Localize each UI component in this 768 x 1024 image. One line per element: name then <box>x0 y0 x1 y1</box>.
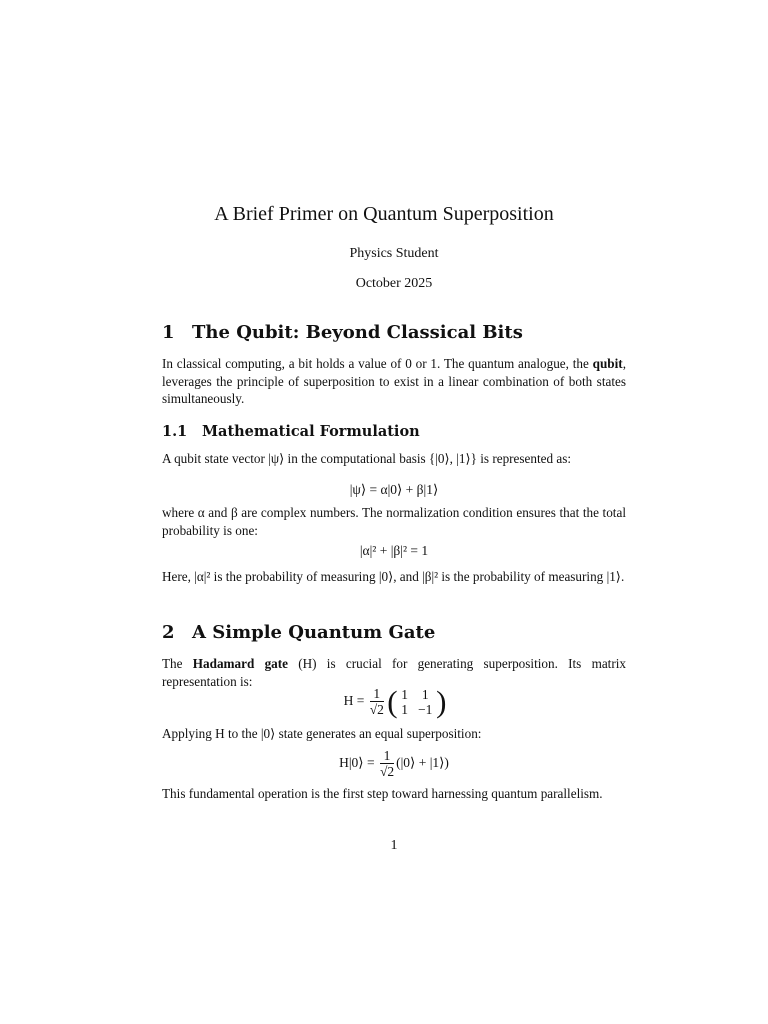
matrix-cell: 1 <box>401 702 409 717</box>
fraction <box>380 748 394 780</box>
subsection-title: Mathematical Formulation <box>202 423 420 440</box>
paper-date: October 2025 <box>355 276 433 291</box>
fraction-numerator: 1 <box>380 748 394 764</box>
section-number: 1 <box>162 322 175 343</box>
right-paren: ) <box>436 684 447 719</box>
author-name: Physics Student <box>349 246 439 261</box>
matrix-cell: 1 <box>421 687 429 702</box>
text-run: , leverages the principle of superposition to exist in a linear combination of both states simultaneously. <box>162 356 626 406</box>
fraction-numerator: 1 <box>370 686 384 702</box>
subsection-paragraph-3: Here, |α|² is the probability of measuring |0⟩, and |β|² is the probability of measuring |1⟩. <box>162 569 625 584</box>
fraction-denominator: √2 <box>369 702 384 717</box>
subsection-paragraph-2: where α and β are complex numbers. The normalization condition ensures that the total probability is one: <box>162 505 626 538</box>
equation-hadamard-on-zero <box>162 748 626 780</box>
bold-term-hadamard: Hadamard gate <box>192 656 288 671</box>
paper-title: A Brief Primer on Quantum Superposition <box>214 203 554 225</box>
left-paren: ( <box>387 684 398 719</box>
hadamard-matrix <box>387 684 447 719</box>
section-number: 2 <box>162 622 175 643</box>
fraction <box>370 686 384 718</box>
section-2-paragraph-2: Applying H to the |0⟩ state generates an equal superposition: <box>162 726 482 741</box>
section-title: A Simple Quantum Gate <box>192 622 436 643</box>
subsection-number: 1.1 <box>162 423 188 440</box>
section-1-heading <box>162 322 626 343</box>
subsection-1-1-heading <box>162 423 626 440</box>
text-run: (H) is crucial for generating superposition. Its matrix representation is: <box>162 656 626 689</box>
equation-rhs: (|0⟩ + |1⟩) <box>396 755 449 771</box>
equation-normalization: |α|² + |β|² = 1 <box>359 543 429 558</box>
page-number: 1 <box>390 838 398 853</box>
equation-hadamard-matrix <box>162 686 626 718</box>
bold-term-qubit: qubit <box>592 356 623 371</box>
text-run: In classical computing, a bit holds a value of 0 or 1. The quantum analogue, the <box>162 356 593 371</box>
section-1-paragraph <box>162 355 626 408</box>
section-2-paragraph-3: This fundamental operation is the first step toward harnessing quantum parallelism. <box>162 786 603 801</box>
section-title: The Qubit: Beyond Classical Bits <box>192 322 523 343</box>
subsection-paragraph-1: A qubit state vector |ψ⟩ in the computational basis {|0⟩, |1⟩} is represented as: <box>162 451 572 466</box>
fraction-denominator: √2 <box>379 764 395 779</box>
text-run: The <box>162 656 193 671</box>
equation-lhs: H = <box>343 693 365 709</box>
matrix-cell: −1 <box>418 702 433 717</box>
equation-state-vector: |ψ⟩ = α|0⟩ + β|1⟩ <box>349 482 439 497</box>
section-2-heading <box>162 622 626 643</box>
matrix-cell: 1 <box>401 687 409 702</box>
equation-lhs: H|0⟩ = <box>339 755 375 771</box>
